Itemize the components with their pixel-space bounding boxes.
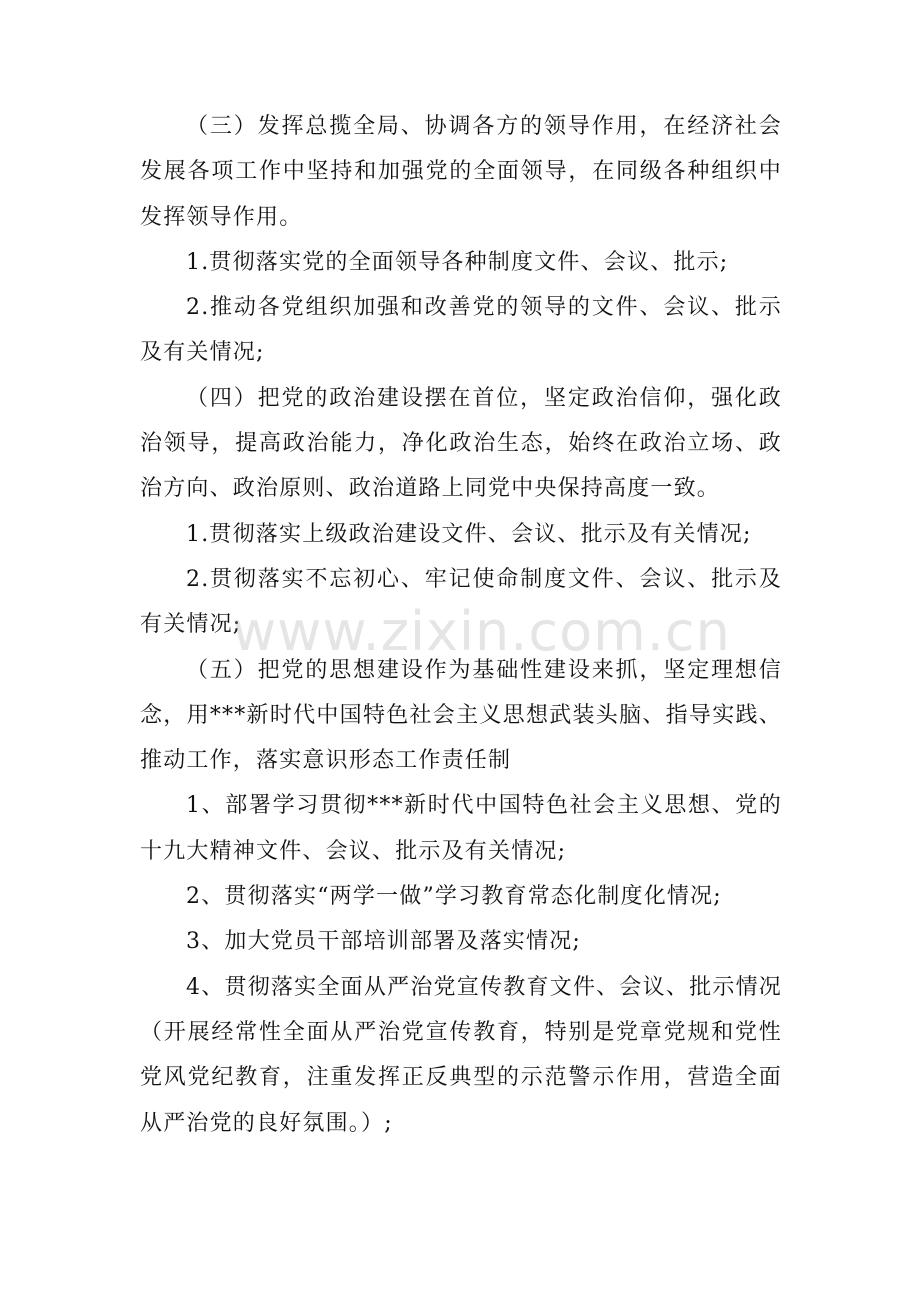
list-item: 1、部署学习贯彻***新时代中国特色社会主义思想、党的十九大精神文件、会议、批示及有关情况; [140,793,782,864]
section-three-heading: （三）发挥总揽全局、协调各方的领导作用，在经济社会发展各项工作中坚持和加强党的全面领导，在同级各种组织中发挥领导作用。 [140,114,782,230]
list-item: 3、加大党员干部培训部署及落实情况; [186,929,582,955]
section-four-heading: （四）把党的政治建设摆在首位，坚定政治信仰，强化政治领导，提高政治能力，净化政治生态，始终在政治立场、政治方向、政治原则、政治道路上同党中央保持高度一致。 [140,385,782,502]
watermark-text: www.zixin.com.cn [232,600,731,663]
list-item: 2.推动各党组织加强和改善党的领导的文件、会议、批示及有关情况; [140,295,782,366]
list-item: 2.贯彻落实不忘初心、牢记使命制度文件、会议、批示及有关情况; [140,566,782,638]
list-item: 1.贯彻落实党的全面领导各种制度文件、会议、批示; [186,249,729,275]
section-five-heading: （五）把党的思想建设作为基础性建设来抓，坚定理想信念，用***新时代中国特色社会主义思想武装头脑、指导实践、推动工作，落实意识形态工作责任制 [140,657,782,774]
document-body [140,104,782,1146]
list-item: 2、贯彻落实“两学一做”学习教育常态化制度化情况; [186,884,722,910]
list-item: 1.贯彻落实上级政治建设文件、会议、批示及有关情况; [186,521,752,547]
list-item: 4、贯彻落实全面从严治党宣传教育文件、会议、批示情况（开展经常性全面从严治党宣传教育，特别是党章党规和党性党风党纪教育，注重发挥正反典型的示范警示作用，营造全面从严治党的良好氛围。）; [140,974,782,1136]
